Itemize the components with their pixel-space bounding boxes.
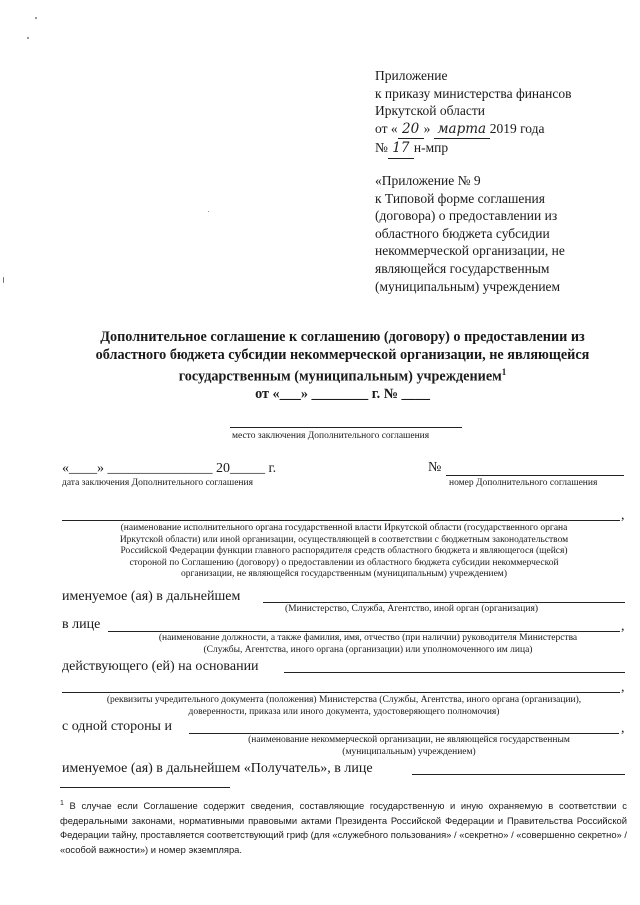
recipient-label: именуемое (ая) в дальнейшем «Получатель», в лице xyxy=(62,761,373,776)
named-field xyxy=(263,602,625,603)
region-name: Иркутской области xyxy=(375,103,486,118)
basis-field-1 xyxy=(284,672,625,673)
side-field xyxy=(189,733,619,734)
person-label: в лице xyxy=(62,617,101,632)
place-field xyxy=(230,427,462,428)
basis-field-2 xyxy=(62,692,620,693)
document-title: Дополнительное соглашение к соглашению (договору) о предоставлении из областного бюджета субсидии некоммерческой организации, не являющейся государственным (муниципальным) учреждением$^1$ от «___» ________ г. № ____ xyxy=(95,329,590,403)
organ-field xyxy=(62,520,620,521)
appendix-title: Приложение xyxy=(375,68,448,83)
order-appendix-header xyxy=(375,67,635,159)
organ-hint: (наименование исполнительного органа государственной власти Иркутской области (государственного органа Иркутской области) или иной организации, осуществляющей в соответствии с бюджетным законодательством Российской Федерации функции главного распорядителя средств областного бюджета и являющегося (щейся) стороной по Соглашению (договору) о предоставлении из областного бюджета субсидии некоммерческой организации, не являющейся государственным (муниципальным) учреждением) xyxy=(119,523,569,579)
named-label: именуемое (ая) в дальнейшем xyxy=(62,589,241,604)
scan-speck xyxy=(27,37,29,39)
footnote-mark: 1 xyxy=(501,367,507,377)
side-hint: (наименование некоммерческой организации, не являющейся государственным (муниципальным) учреждением) xyxy=(248,735,570,757)
order-ref: к приказу министерства финансов xyxy=(375,85,572,101)
handwritten-number: 17 xyxy=(388,140,414,159)
scan-speck xyxy=(3,277,4,283)
footnote-separator xyxy=(60,787,230,788)
place-hint: место заключения Дополнительного соглашения xyxy=(232,431,430,441)
footnote: $^1$ В случае если Соглашение содержит сведения, составляющие государственную и иную охраняемую в соответствии с федеральными законами, нормативными правовыми актами Президента Российской Федерации и Правительства Российской Федерации тайну, проставляется соответствующий гриф (для «служебного пользования» / «секретно» / «совершенно секретно» / «особой важности») и номер экземпляра. xyxy=(60,800,627,855)
side-label: с одной стороны и xyxy=(62,719,172,734)
order-date: от « 20 » марта 2019 года xyxy=(375,120,635,140)
page: Приложение к приказу министерства финансов Иркутской области от « 20 » марта 2019 года № 17 н-мпр «Приложение № 9 к Типовой форме соглашения (договора) о предоставлении из областного бюджета субсидии некоммерческой организации, не являющейся государственным (муниципальным) учреждением Дополнительное соглашение к соглашению (договору) о предоставлении из областного бюджета субсидии некоммерческой организации, не являющейся государственным (муниципальным) учреждением$^1$ от «___» ________ г. № ____ место заключения Дополнительного соглашения «____» _______________ 20_____ г. дата заключения Дополнительного соглашения № номер Дополнительного соглашения , (наименование исполнительного органа государственной власти Иркутской области (государственного органа Иркутской области) или иной организации, осуществляющей в соответствии с бюджетным законодательством Российской Федерации функции главного распорядителя средств областного бюджета и являющегося (щейся) стороной по Соглашению (договору) о предоставлении из областного бюджета субсидии некоммерческой организации, не являющейся государственным (муниципальным) учреждением) именуемое (ая) в дальнейшем (Министерство, Служба, Агентство, иной орган (организация) в лице , (наименование должности, а также фамилия, имя, отчество (при наличии) руководителя Министерства (Службы, Агентства, иного органа (организации) или уполномоченного им лица) действующего (ей) на основании , (реквизиты учредительного документа (положения) Министерства (Службы, Агентства, иного органа (организации), доверенности, приказа или иного документа, удостоверяющего полномочия) с одной стороны и , (наименование некоммерческой организации, не являющейся государственным (муниципальным) учреждением) именуемое (ая) в дальнейшем «Получатель», в лице $^1$ В случае если Соглашение содержит сведения, составляющие государственную и иную охраняемую в соответствии с федеральными законами, нормативными правовыми актами Президента Российской Федерации и Правительства Российской Федерации тайну, проставляется соответствующий гриф (для «служебного пользования» / «секретно» / «совершенно секретно» / «особой важности») и номер экземпляра. xyxy=(0,0,640,905)
handwritten-month: марта xyxy=(434,121,490,140)
named-hint: (Министерство, Служба, Агентство, иной орган (организация) xyxy=(285,604,538,614)
scan-speck xyxy=(208,211,209,212)
handwritten-day: 20 xyxy=(398,121,424,140)
order-number: № 17 н-мпр xyxy=(375,139,635,159)
basis-label: действующего (ей) на основании xyxy=(62,659,259,674)
person-field xyxy=(108,631,620,632)
recipient-field xyxy=(412,774,625,775)
agreement-date: «____» _______________ 20_____ г. xyxy=(62,461,277,476)
form-appendix-header: «Приложение № 9 к Типовой форме соглашения (договора) о предоставлении из областного бюджета субсидии некоммерческой организации, не являющейся государственным (муниципальным) учреждением xyxy=(375,173,565,294)
number-hint: номер Дополнительного соглашения xyxy=(449,478,598,488)
basis-hint: (реквизиты учредительного документа (положения) Министерства (Службы, Агентства, иного органа (организации), доверенности, приказа или иного документа, удостоверяющего полномочия) xyxy=(106,695,582,717)
date-hint: дата заключения Дополнительного соглашения xyxy=(62,478,253,488)
number-field xyxy=(446,475,624,476)
scan-speck xyxy=(35,17,37,19)
person-hint: (наименование должности, а также фамилия, имя, отчество (при наличии) руководителя Министерства (Службы, Агентства, иного органа (организации) или уполномоченного им лица) xyxy=(158,633,578,655)
number-label: № xyxy=(428,460,442,475)
